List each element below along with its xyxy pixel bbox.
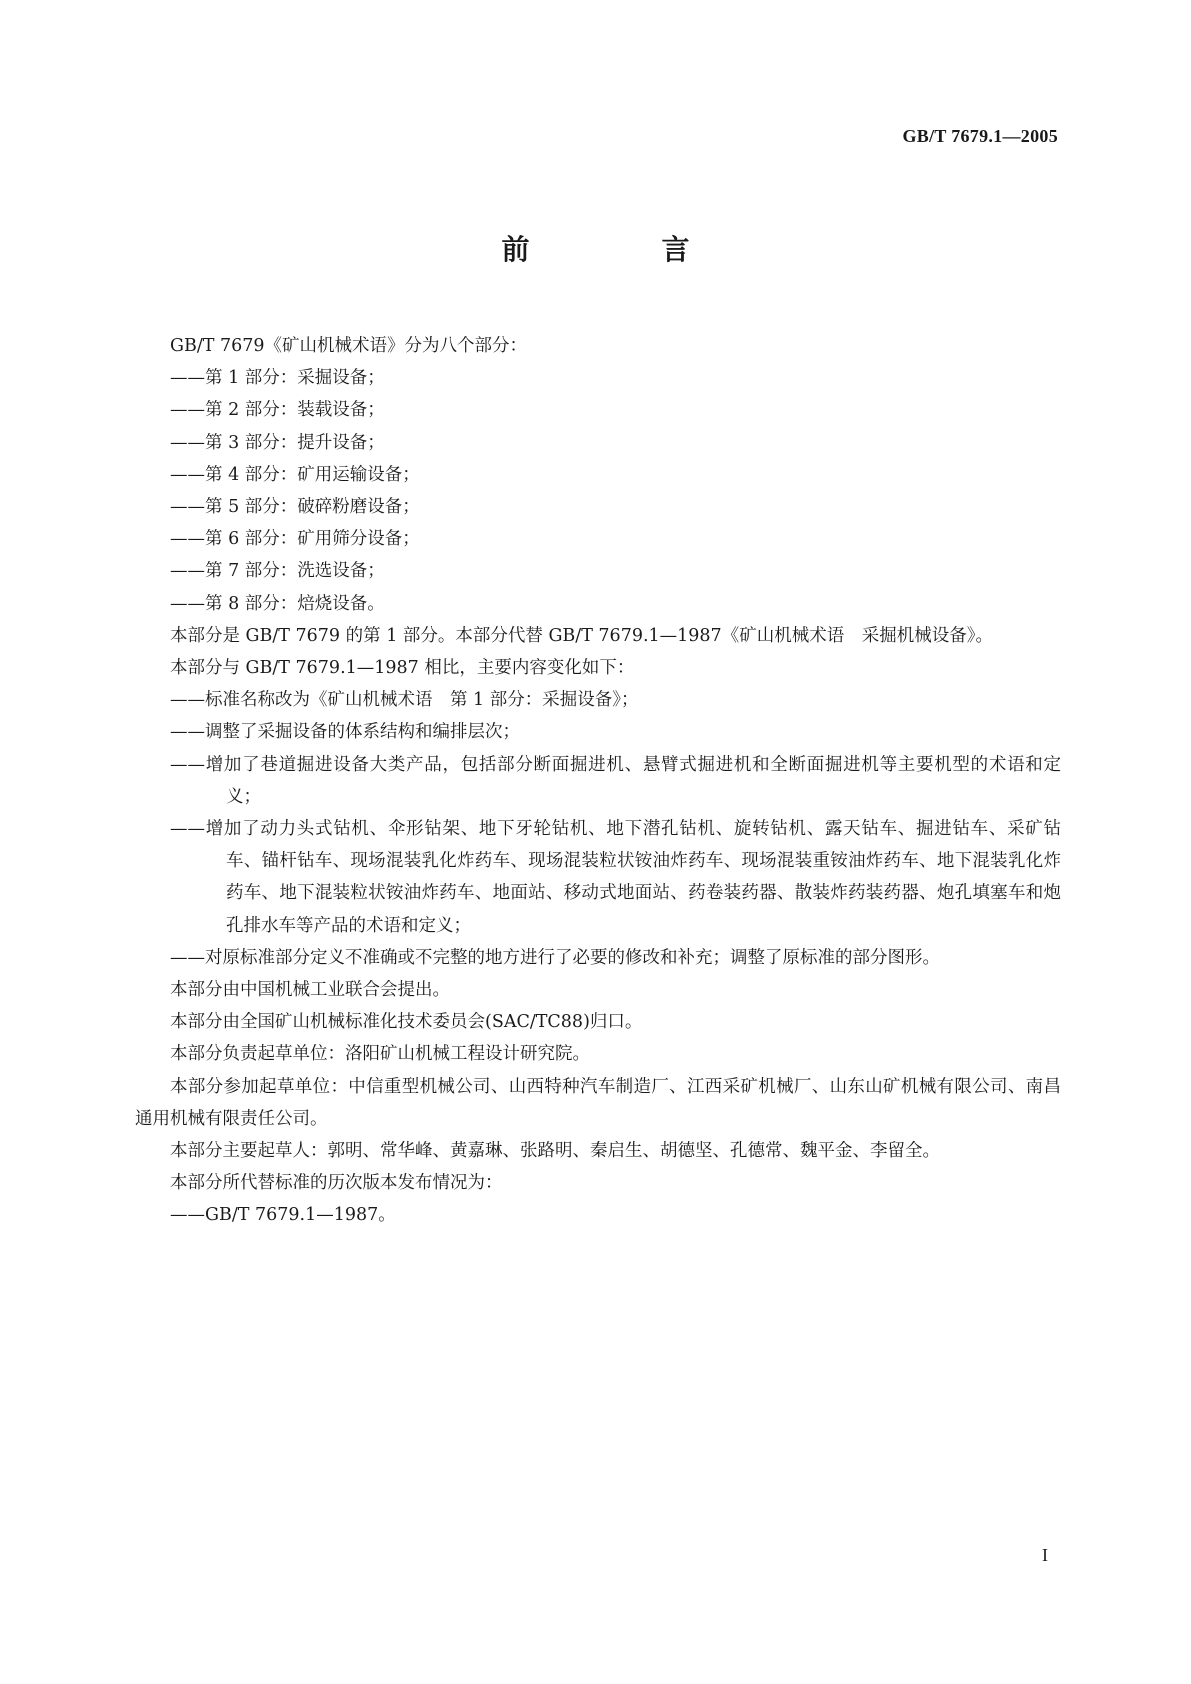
list-item: ——第 7 部分：洗选设备； (170, 561, 385, 582)
list-item: ——调整了采掘设备的体系结构和编排层次； (170, 722, 520, 743)
list-item: ——第 6 部分：矿用筛分设备； (170, 529, 420, 550)
foreword-body (135, 330, 1061, 1232)
list-item: ——第 2 部分：装载设备； (170, 400, 385, 421)
paragraph: 本部分是 GB/T 7679 的第 1 部分。本部分代替 GB/T 7679.1—1987《矿山机械术语 采掘机械设备》。 (170, 625, 993, 646)
standard-code: GB/T 7679.1—2005 (902, 126, 1058, 146)
list-item: ——第 3 部分：提升设备； (170, 432, 385, 453)
paragraph: 本部分所代替标准的历次版本发布情况为： (170, 1173, 503, 1194)
list-item: ——第 4 部分：矿用运输设备； (170, 464, 420, 485)
paragraph: 本部分主要起草人：郭明、常华峰、黄嘉琳、张路明、秦启生、胡德坚、孔德常、魏平金、李留全。 (170, 1141, 940, 1162)
paragraph: 本部分由全国矿山机械标准化技术委员会(SAC/TC88)归口。 (170, 1012, 643, 1033)
paragraph: 本部分负责起草单位：洛阳矿山机械工程设计研究院。 (170, 1044, 590, 1065)
page-title: 前 言 (501, 233, 742, 266)
list-item: ——GB/T 7679.1—1987。 (170, 1205, 396, 1226)
list-item: ——增加了巷道掘进设备大类产品，包括部分断面掘进机、悬臂式掘进机和全断面掘进机等主要机型的术语和定义； (170, 754, 1061, 807)
list-item: ——第 1 部分：采掘设备； (170, 368, 385, 389)
page-number: I (1042, 1545, 1048, 1565)
list-item: ——对原标准部分定义不准确或不完整的地方进行了必要的修改和补充；调整了原标准的部分图形。 (170, 947, 940, 968)
list-item: ——标准名称改为《矿山机械术语 第 1 部分：采掘设备》； (170, 690, 639, 711)
list-item: ——第 8 部分：焙烧设备。 (170, 593, 385, 614)
paragraph: 本部分由中国机械工业联合会提出。 (170, 980, 450, 1001)
list-item: ——增加了动力头式钻机、伞形钻架、地下牙轮钻机、地下潜孔钻机、旋转钻机、露天钻车、掘进钻车、采矿钻车、锚杆钻车、现场混装乳化炸药车、现场混装粒状铵油炸药车、现场混装重铵油炸药车、地下混装乳化炸药车、地下混装粒状铵油炸药车、地面站、移动式地面站、药卷装药器、散装炸药装药器、炮孔填塞车和炮孔排水车等产品的术语和定义； (170, 819, 1061, 936)
paragraph: 本部分与 GB/T 7679.1—1987 相比，主要内容变化如下： (170, 658, 635, 679)
paragraph: 本部分参加起草单位：中信重型机械公司、山西特种汽车制造厂、江西采矿机械厂、山东山矿机械有限公司、南昌通用机械有限责任公司。 (135, 1076, 1061, 1129)
paragraph: GB/T 7679《矿山机械术语》分为八个部分： (170, 336, 528, 356)
list-item: ——第 5 部分：破碎粉磨设备； (170, 497, 420, 518)
